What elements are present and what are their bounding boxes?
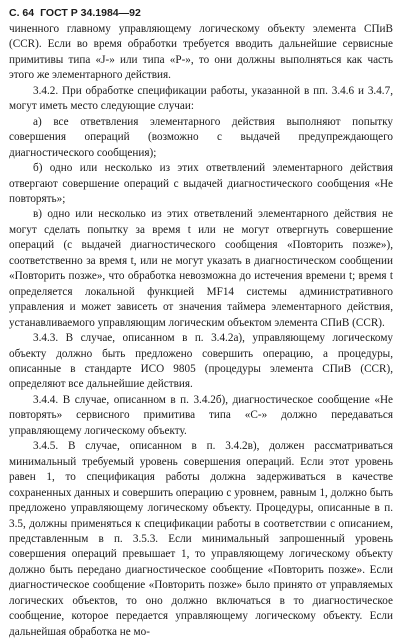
page-number-label: С. 64: [9, 7, 35, 19]
standard-designation: ГОСТ Р 34.1984—92: [40, 7, 141, 19]
page-header: [9, 6, 393, 22]
paragraph-3-4-4: 3.4.4. В случае, описанном в п. 3.4.2б), диагностическое сообщение «Не повторять» сервисного примитива типа «С-» должно передаваться управляющему логическому объекту.: [9, 393, 393, 437]
paragraph-continuation: чиненного главному управляющему логическому объекту элемента СПиВ (CCR). Если во время обработки требуется вводить дальнейшие сервисные примитивы типа «J-» или типа «Р-», то они должны выполняться как часть этого же элементарного действия.: [9, 23, 393, 82]
paragraph-case-v: в) одно или несколько из этих ответвлений элементарного действия не могут сделать попытку за время t или не могут отвергнуть совершение операций (с выдачей диагностического сообщения «Повторить позже»), соответственно за время t, или не могут указать в диагностическом сообщении «Повторить позже», что обработка невозможна до истечения времени t; время t определяется локальной функцией МF14 системы административного управления и может зависеть от значения таймера элементарного действия, устанавливаемого управляющим логическим объектом элемента СПиВ (CCR).: [9, 208, 393, 329]
paragraph-case-a: а) все ответвления элементарного действия выполняют попытку совершения операций (возможно с выдачей предупреждающего диагностического сообщения);: [9, 115, 393, 159]
body-text: [9, 22, 393, 640]
paragraph-3-4-3: 3.4.3. В случае, описанном в п. 3.4.2а), управляющему логическому объекту должно быть предложено совершить операцию, а процедуры, описанные в стандарте ИСО 9805 (процедуры элемента СПиВ (CCR), определяют все дальнейшие действия.: [9, 332, 393, 391]
paragraph-case-b: б) одно или несколько из этих ответвлений элементарного действия отвергают совершение операций с выдачей диагностического сообщения «Не повторять»;: [9, 162, 393, 205]
paragraph-3-4-2: 3.4.2. При обработке спецификации работы, указанной в пп. 3.4.6 и 3.4.7, могут иметь место следующие случаи:: [9, 84, 393, 113]
paragraph-3-4-5: 3.4.5. В случае, описанном в п. 3.4.2в), должен рассматриваться минимальный требуемый уровень совершения операций. Если этот уровень равен 1, то спецификация работы должна задерживаться в качестве сохраненных данных и совершить операцию с уровнем, равным 1, должно быть предложено управляющему логическому объекту. Процедуры, описанные в п. 3.5, должны применяться к спецификации работы в соответствии с описанием, представленным в п. 3.5.3. Если минимальный запрошенный уровень совершения операций превышает 1, то управляющему логическому объекту должно быть передано диагностическое сообщение «Повторить позже». Если диагностическое сообщение «Повторить позже» было принято от управляемых логических объектов, то оно должно включаться в то диагностическое сообщение, которое передается управляющему логическому объекту. Если дальнейшая обработка не мо-: [9, 440, 393, 638]
document-page: [9, 6, 393, 640]
